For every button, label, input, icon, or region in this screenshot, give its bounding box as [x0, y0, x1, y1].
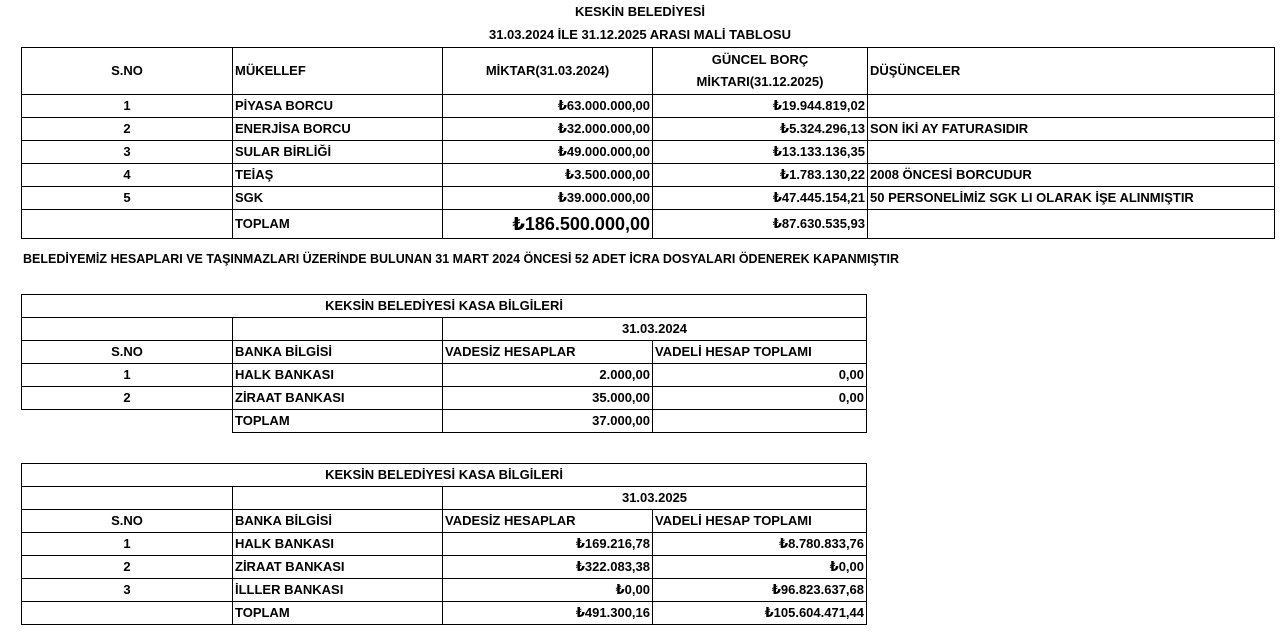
cell-vadeli: 0,00: [653, 387, 867, 410]
col-header-vadeli: VADELİ HESAP TOPLAMI: [653, 341, 867, 364]
document-title: KESKİN BELEDİYESİ: [574, 4, 706, 19]
col-header-guncel-line1: GÜNCEL BORÇ: [711, 52, 809, 67]
total-vadeli: [653, 410, 867, 433]
kasa-header-row: [22, 341, 867, 364]
cell-sno: 4: [22, 164, 233, 187]
cell-guncel: ₺5.324.296,13: [653, 118, 868, 141]
total-vadeli: ₺105.604.471,44: [653, 602, 867, 625]
cell-bank: İLLLER BANKASI: [233, 579, 443, 602]
col-header-sno: S.NO: [22, 510, 233, 533]
cell-mukellef: ENERJİSA BORCU: [233, 118, 443, 141]
kasa-title-row: [22, 464, 867, 487]
table-row: [22, 118, 1275, 141]
cell-miktar: ₺32.000.000,00: [443, 118, 653, 141]
cell-empty: [22, 318, 233, 341]
col-header-guncel-borc: [653, 48, 868, 95]
cell-empty: [22, 410, 233, 433]
col-header-sno: S.NO: [22, 48, 233, 95]
cell-dusunce: [868, 141, 1275, 164]
cell-dusunce: SON İKİ AY FATURASIDIR: [868, 118, 1275, 141]
cell-bank: ZİRAAT BANKASI: [233, 556, 443, 579]
col-header-bank: BANKA BİLGİSİ: [233, 341, 443, 364]
kasa-table-2024: [21, 294, 867, 433]
table-row: [22, 95, 1275, 118]
table-row: [22, 579, 867, 602]
cell-guncel: ₺13.133.136,35: [653, 141, 868, 164]
table-row: [22, 387, 867, 410]
col-header-guncel-line2: MİKTARI(31.12.2025): [696, 74, 824, 89]
table-row: [22, 556, 867, 579]
cell-sno: 1: [22, 533, 233, 556]
cell-bank: HALK BANKASI: [233, 533, 443, 556]
cell-vadesiz: ₺0,00: [443, 579, 653, 602]
debt-table-header-row: [22, 48, 1275, 95]
icra-note: BELEDİYEMİZ HESAPLARI VE TAŞINMAZLARI ÜZERİNDE BULUNAN 31 MART 2024 ÖNCESİ 52 ADET İCRA DOSYALARI ÖDENEREK KAPANMIŞTIR: [23, 252, 900, 266]
cell-vadeli: ₺0,00: [653, 556, 867, 579]
kasa-title: KEKSİN BELEDİYESİ KASA BİLGİLERİ: [22, 295, 867, 318]
kasa-date-row: [22, 318, 867, 341]
cell-vadeli: 0,00: [653, 364, 867, 387]
cell-sno: 3: [22, 579, 233, 602]
document-subtitle: 31.03.2024 İLE 31.12.2025 ARASI MALİ TABLOSU: [488, 27, 791, 42]
col-header-mukellef: MÜKELLEF: [233, 48, 443, 95]
cell-vadesiz: 35.000,00: [443, 387, 653, 410]
cell-empty: [22, 602, 233, 625]
cell-vadesiz: 2.000,00: [443, 364, 653, 387]
kasa-table-2025: [21, 463, 867, 625]
cell-sno: 2: [22, 556, 233, 579]
total-vadesiz: 37.000,00: [443, 410, 653, 433]
table-row: [22, 533, 867, 556]
cell-sno: 1: [22, 95, 233, 118]
cell-vadesiz: ₺322.083,38: [443, 556, 653, 579]
debt-table: [21, 47, 1275, 239]
cell-empty: [22, 487, 233, 510]
col-header-bank: BANKA BİLGİSİ: [233, 510, 443, 533]
cell-vadeli: ₺96.823.637,68: [653, 579, 867, 602]
cell-guncel: ₺47.445.154,21: [653, 187, 868, 210]
total-label: TOPLAM: [233, 602, 443, 625]
col-header-sno: S.NO: [22, 341, 233, 364]
cell-sno: 2: [22, 387, 233, 410]
cell-bank: HALK BANKASI: [233, 364, 443, 387]
cell-dusunce: 50 PERSONELİMİZ SGK LI OLARAK İŞE ALINMIŞTIR: [868, 187, 1275, 210]
total-row: [22, 602, 867, 625]
total-guncel: ₺87.630.535,93: [653, 210, 868, 239]
total-vadesiz: ₺491.300,16: [443, 602, 653, 625]
cell-miktar: ₺49.000.000,00: [443, 141, 653, 164]
cell-guncel: ₺19.944.819,02: [653, 95, 868, 118]
cell-vadeli: ₺8.780.833,76: [653, 533, 867, 556]
cell-sno: 1: [22, 364, 233, 387]
cell-miktar: ₺63.000.000,00: [443, 95, 653, 118]
cell-mukellef: TEİAŞ: [233, 164, 443, 187]
cell-mukellef: SULAR BİRLİĞİ: [233, 141, 443, 164]
kasa-date: 31.03.2025: [443, 487, 867, 510]
cell-empty: [233, 487, 443, 510]
total-row: [22, 410, 867, 433]
kasa-date-row: [22, 487, 867, 510]
total-label: TOPLAM: [233, 410, 443, 433]
total-miktar: ₺186.500.000,00: [443, 210, 653, 239]
cell-empty: [233, 318, 443, 341]
kasa-title: KEKSİN BELEDİYESİ KASA BİLGİLERİ: [22, 464, 867, 487]
cell-sno: 3: [22, 141, 233, 164]
cell-vadesiz: ₺169.216,78: [443, 533, 653, 556]
cell-sno: 5: [22, 187, 233, 210]
total-label: TOPLAM: [233, 210, 443, 239]
table-row: [22, 364, 867, 387]
cell-empty: [22, 210, 233, 239]
cell-dusunce: 2008 ÖNCESİ BORCUDUR: [868, 164, 1275, 187]
cell-mukellef: SGK: [233, 187, 443, 210]
cell-empty: [868, 210, 1275, 239]
cell-sno: 2: [22, 118, 233, 141]
col-header-dusunceler: DÜŞÜNCELER: [868, 48, 1275, 95]
col-header-vadesiz: VADESİZ HESAPLAR: [443, 341, 653, 364]
cell-mukellef: PİYASA BORCU: [233, 95, 443, 118]
cell-miktar: ₺39.000.000,00: [443, 187, 653, 210]
table-row: [22, 164, 1275, 187]
col-header-vadeli: VADELİ HESAP TOPLAMI: [653, 510, 867, 533]
table-row: [22, 141, 1275, 164]
cell-bank: ZİRAAT BANKASI: [233, 387, 443, 410]
kasa-date: 31.03.2024: [443, 318, 867, 341]
total-row: [22, 210, 1275, 239]
cell-dusunce: [868, 95, 1275, 118]
kasa-title-row: [22, 295, 867, 318]
kasa-header-row: [22, 510, 867, 533]
cell-guncel: ₺1.783.130,22: [653, 164, 868, 187]
table-row: [22, 187, 1275, 210]
col-header-vadesiz: VADESİZ HESAPLAR: [443, 510, 653, 533]
col-header-miktar: MİKTAR(31.03.2024): [443, 48, 653, 95]
cell-miktar: ₺3.500.000,00: [443, 164, 653, 187]
